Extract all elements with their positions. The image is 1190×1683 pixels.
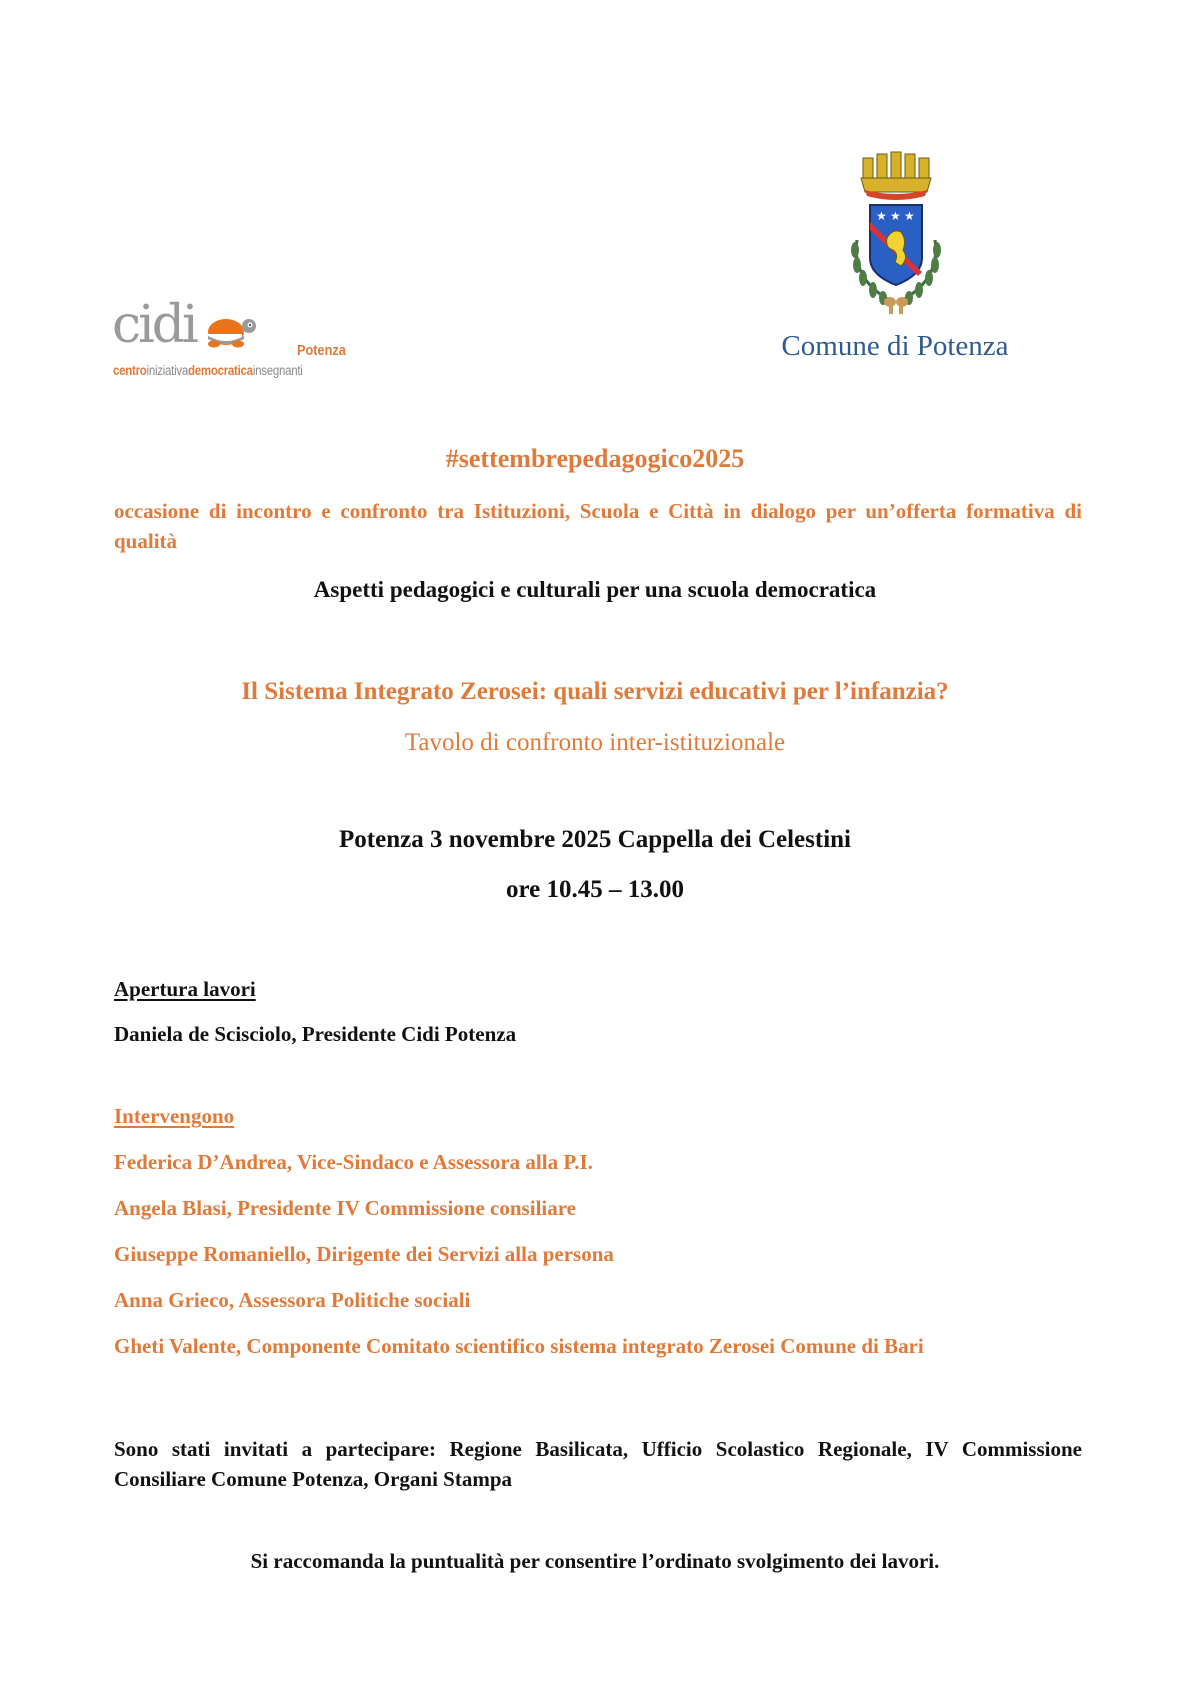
comune-logo <box>760 150 1050 370</box>
svg-text:★: ★ <box>904 209 915 223</box>
svg-text:★: ★ <box>876 209 887 223</box>
speaker-item: Anna Grieco, Assessora Politiche sociali <box>114 1288 471 1312</box>
event-hours: ore 10.45 – 13.00 <box>506 876 684 903</box>
speaker-item: Gheti Valente, Componente Comitato scientifico sistema integrato Zerosei Comune di Bari <box>114 1334 924 1358</box>
cidi-logo-subtitle <box>113 363 303 378</box>
cidi-sub-part: centro <box>113 363 147 378</box>
cidi-logo-city: Potenza <box>297 342 346 359</box>
coat-of-arms-icon <box>835 150 955 325</box>
closing-note: Si raccomanda la puntualità per consentire l’ordinato svolgimento dei lavori. <box>250 1549 940 1573</box>
event-date-place: Potenza 3 novembre 2025 Cappella dei Celestini <box>339 826 851 853</box>
turtle-icon <box>204 312 260 352</box>
cidi-logo-word: cidi <box>112 295 196 355</box>
comune-logo-text: Comune di Potenza <box>781 330 1009 362</box>
cidi-sub-part: insegnanti <box>252 363 303 378</box>
speaker-item: Angela Blasi, Presidente IV Commissione consiliare <box>114 1196 576 1220</box>
cidi-sub-part: iniziativa <box>146 363 189 378</box>
invited-paragraph: Sono stati invitati a partecipare: Regione Basilicata, Ufficio Scolastico Regionale, IV Commissione Consiliare Comune Potenza, Organi Stampa <box>114 1437 1082 1491</box>
event-format: Tavolo di confronto inter-istituzionale <box>404 729 786 756</box>
tagline: occasione di incontro e confronto tra Istituzioni, Scuola e Città in dialogo per un’offerta formativa di qualità <box>114 499 1082 553</box>
event-topic: Il Sistema Integrato Zerosei: quali servizi educativi per l’infanzia? <box>241 678 949 705</box>
speaker-item: Giuseppe Romaniello, Dirigente dei Servizi alla persona <box>114 1242 614 1266</box>
cidi-sub-part: democratica <box>188 363 253 378</box>
speaker-item: Federica D’Andrea, Vice-Sindaco e Assessora alla P.I. <box>114 1150 593 1174</box>
cidi-logo <box>112 295 352 380</box>
opening-speaker: Daniela de Scisciolo, Presidente Cidi Potenza <box>114 1022 517 1046</box>
subtitle: Aspetti pedagogici e culturali per una scuola democratica <box>313 577 877 602</box>
opening-heading: Apertura lavori <box>114 977 256 1001</box>
speakers-heading: Intervengono <box>114 1104 235 1128</box>
hashtag: #settembrepedagogico2025 <box>445 444 745 473</box>
svg-text:★: ★ <box>890 209 901 223</box>
